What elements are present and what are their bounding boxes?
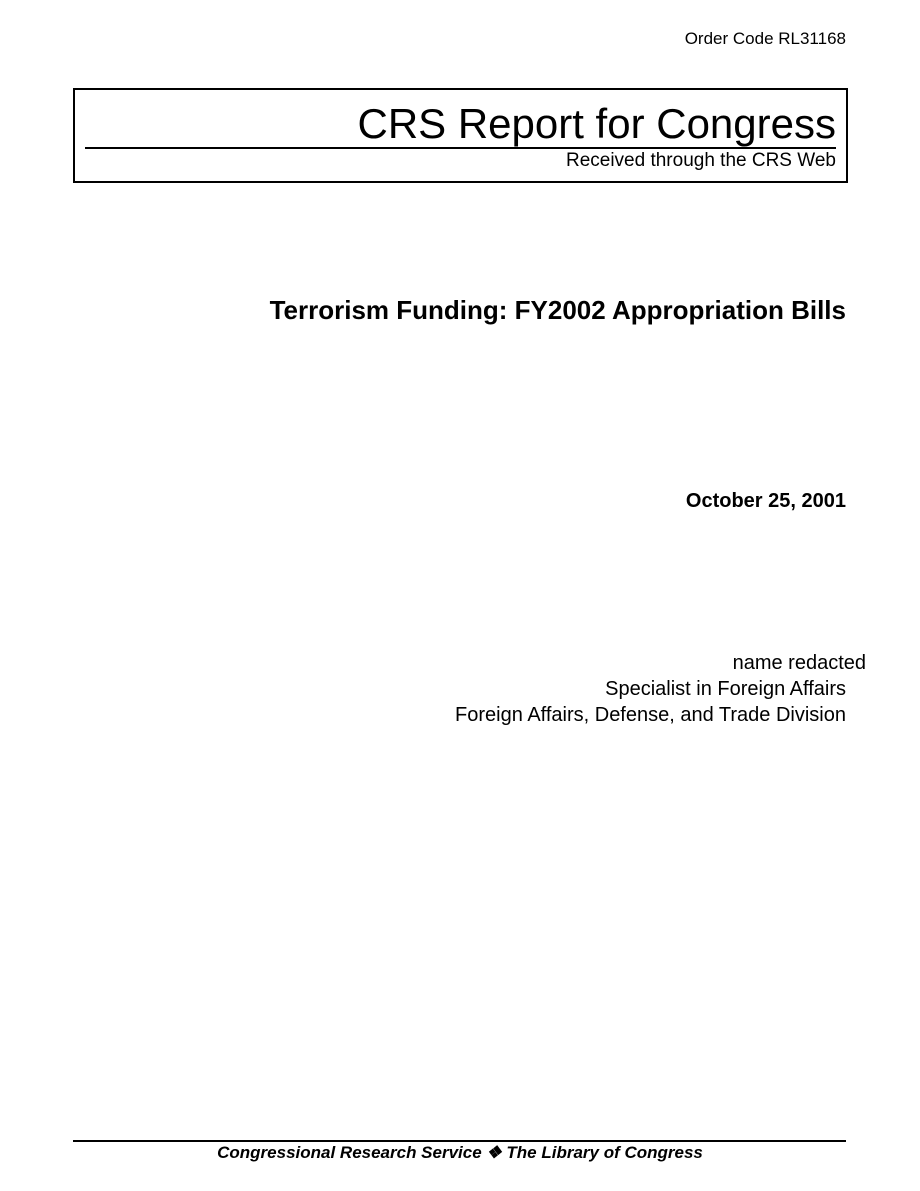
report-header-title: CRS Report for Congress	[357, 100, 836, 147]
author-name: name redacted	[732, 652, 866, 674]
header-divider	[85, 147, 836, 149]
diamond-separator-icon: ❖	[486, 1143, 502, 1162]
footer-divider	[73, 1140, 846, 1142]
order-code: Order Code RL31168	[684, 29, 846, 48]
author-division: Foreign Affairs, Defense, and Trade Division	[455, 704, 846, 726]
footer-left-text: Congressional Research Service	[217, 1143, 482, 1162]
footer	[0, 1143, 920, 1163]
report-header-box	[73, 88, 848, 183]
author-position: Specialist in Foreign Affairs	[605, 678, 846, 700]
report-header-subtitle: Received through the CRS Web	[565, 150, 836, 171]
document-title: Terrorism Funding: FY2002 Appropriation Bills	[269, 295, 846, 325]
footer-right-text: The Library of Congress	[506, 1143, 703, 1162]
document-date: October 25, 2001	[685, 490, 846, 512]
